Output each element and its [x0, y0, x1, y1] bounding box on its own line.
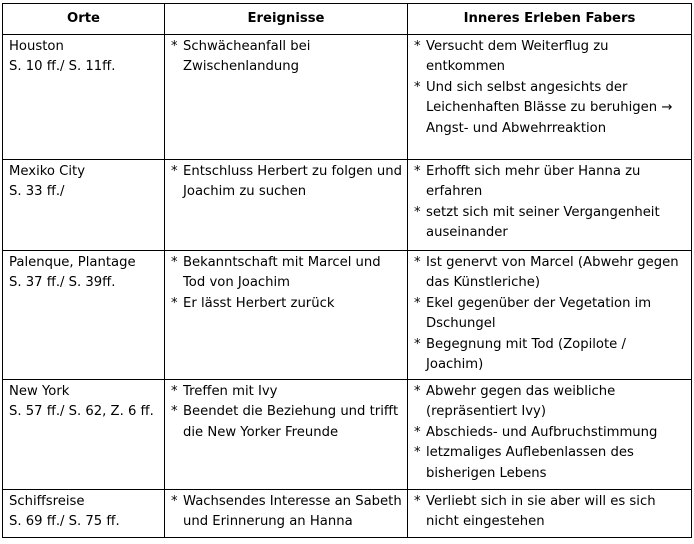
table-row	[3, 35, 692, 160]
inner-item: * Und sich selbst angesichts der Leichenhaften Blässe zu beruhigen → Angst- und Abwehrreaktion	[414, 79, 673, 136]
bullet-star: *	[171, 384, 178, 399]
inner-cell	[408, 160, 692, 251]
ort-cell	[3, 490, 165, 538]
ort-name: Houston	[9, 39, 64, 54]
table-row	[3, 490, 692, 538]
inner-item: * setzt sich mit seiner Vergangenheit auseinander	[414, 204, 660, 241]
inner-item: * Erhofft sich mehr über Hanna zu erfahren	[414, 164, 641, 200]
events-cell	[165, 490, 408, 538]
inner-cell	[408, 35, 692, 160]
bullet-star: *	[414, 79, 421, 95]
ort-name: Schiffsreise	[9, 494, 85, 509]
bullet-star: *	[414, 204, 421, 220]
ort-name: Mexiko City	[9, 164, 86, 179]
column-header-ereignisse: Ereignisse	[165, 4, 408, 35]
bullet-star: *	[414, 295, 421, 311]
inner-cell	[408, 251, 692, 380]
inner-item: * Begegnung mit Tod (Zopilote / Joachim)	[414, 336, 626, 373]
bullet-star: *	[414, 39, 421, 54]
inner-item: * Ist genervt von Marcel (Abwehr gegen das Künstleriche)	[414, 255, 679, 291]
table-row	[3, 160, 692, 251]
inner-cell	[408, 380, 692, 490]
column-header-inneres-erleben: Inneres Erleben Fabers	[408, 4, 692, 35]
inner-cell	[408, 490, 692, 538]
bullet-star: *	[414, 164, 421, 179]
ort-cell	[3, 380, 165, 490]
inner-item: * Abwehr gegen das weibliche (repräsentiert Ivy)	[414, 384, 616, 420]
ort-pages: S. 57 ff./ S. 62, Z. 6 ff.	[9, 404, 154, 420]
bullet-star: *	[171, 39, 178, 54]
event-item: * Er lässt Herbert zurück	[171, 294, 403, 314]
bullet-star: *	[171, 404, 178, 420]
bullet-star: *	[414, 424, 421, 440]
ort-cell	[3, 160, 165, 251]
events-cell	[165, 35, 408, 160]
table-row	[3, 251, 692, 380]
bullet-star: *	[414, 445, 421, 461]
inner-item: * Verliebt sich in sie aber will es sich nicht eingestehen	[414, 494, 656, 530]
bullet-star: *	[414, 494, 421, 509]
bullet-star: *	[414, 384, 421, 399]
events-cell	[165, 160, 408, 251]
events-cell	[165, 251, 408, 380]
bullet-star: *	[171, 255, 178, 270]
column-header-orte: Orte	[3, 4, 165, 35]
ort-cell	[3, 251, 165, 380]
bullet-star: *	[414, 336, 421, 352]
event-item: * Treffen mit Ivy	[171, 382, 403, 402]
bullet-star: *	[171, 164, 178, 179]
ort-name: New York	[9, 384, 70, 399]
faber-overview-table	[2, 3, 692, 538]
event-item: * Beendet die Beziehung und trifft die New Yorker Freunde	[171, 404, 399, 440]
ort-pages: S. 69 ff./ S. 75 ff.	[9, 514, 120, 530]
event-item: * Entschluss Herbert zu folgen und Joachim zu suchen	[171, 164, 402, 200]
inner-item: * Ekel gegenüber der Vegetation im Dschungel	[414, 295, 652, 332]
events-cell	[165, 380, 408, 490]
inner-item: * Versucht dem Weiterflug zu entkommen	[414, 39, 609, 75]
bullet-star: *	[171, 494, 178, 509]
ort-name: Palenque, Plantage	[9, 255, 136, 270]
table-row	[3, 380, 692, 490]
table-header-row	[3, 4, 692, 35]
inner-item: * Abschieds- und Aufbruchstimmung	[414, 423, 687, 443]
bullet-star: *	[171, 295, 178, 311]
inner-item: * letzmaliges Auflebenlassen des bisherigen Lebens	[414, 445, 634, 481]
bullet-star: *	[414, 255, 421, 270]
event-item: * Schwächeanfall bei Zwischenlandung	[171, 39, 311, 75]
ort-pages: S. 37 ff./ S. 39ff.	[9, 275, 116, 291]
ort-pages: S. 33 ff./	[9, 184, 65, 200]
ort-cell	[3, 35, 165, 160]
event-item: * Wachsendes Interesse an Sabeth und Erinnerung an Hanna	[171, 494, 402, 530]
event-item: * Bekanntschaft mit Marcel und Tod von Joachim	[171, 255, 381, 291]
ort-pages: S. 10 ff./ S. 11ff.	[9, 59, 116, 75]
